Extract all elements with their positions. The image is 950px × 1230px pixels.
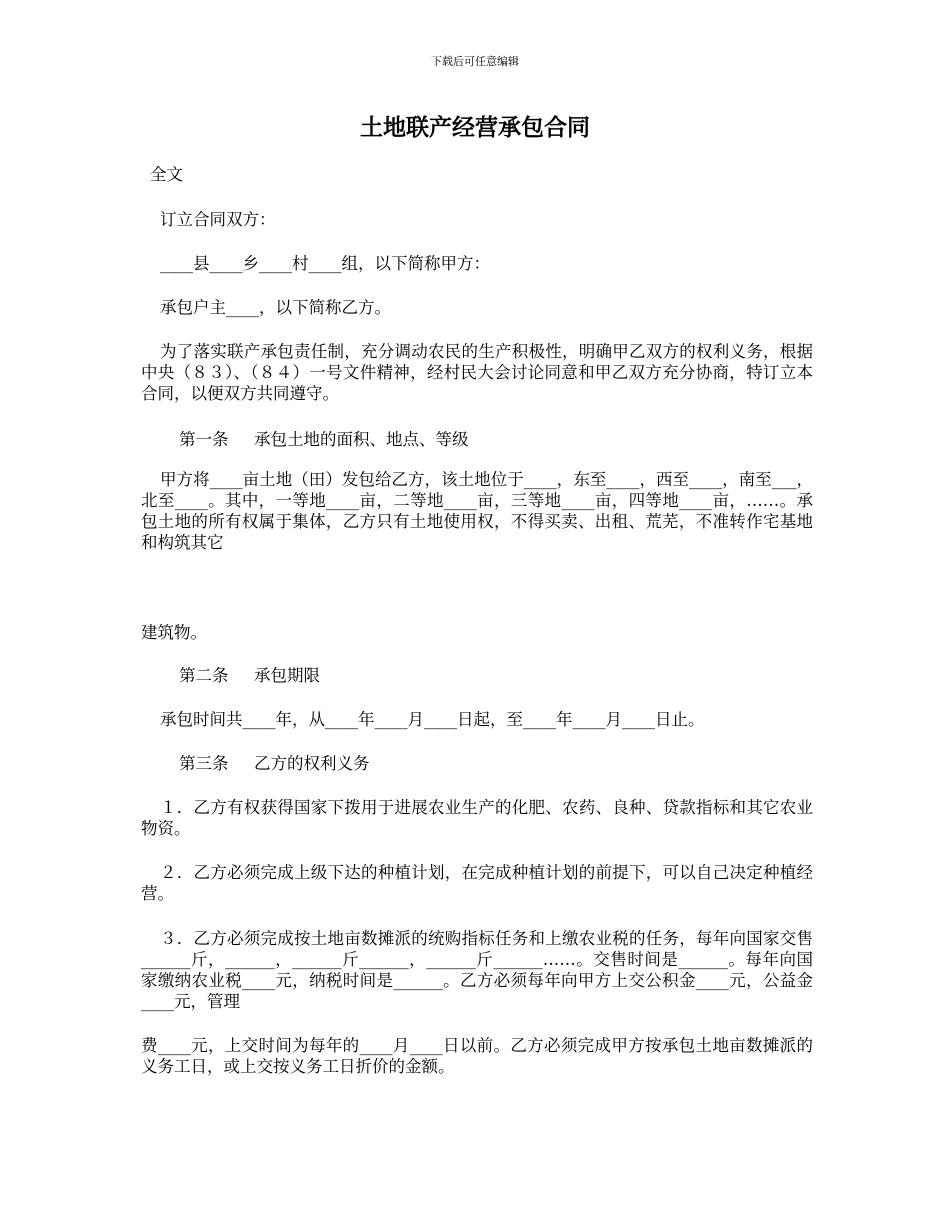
article-2-heading <box>141 665 813 686</box>
article-3-heading <box>141 753 813 774</box>
article-2-label: 第二条 <box>179 666 229 685</box>
article-1-body: 甲方将____亩土地（田）发包给乙方，该土地位于____，东至____，西至____，南至___，北至____。其中，一等地____亩，二等地____亩，三等地____亩，四等地____亩，……。承包土地的所有权属于集体，乙方只有土地使用权，不得买卖、出租、荒芜，不准转作宅基地和构筑其它 <box>141 470 813 552</box>
full-text-label: 全文 <box>150 165 183 184</box>
article-1-label: 第一条 <box>179 430 229 449</box>
article-3-title: 乙方的权利义务 <box>254 754 370 773</box>
header-note: 下载后可任意编辑 <box>431 55 519 68</box>
article-3-item-1: １．乙方有权获得国家下拨用于进展农业生产的化肥、农药、良种、贷款指标和其它农业物资。 <box>141 798 813 838</box>
article-2-title: 承包期限 <box>254 666 320 685</box>
party-a-line: ____县____乡____村____组，以下简称甲方： <box>160 254 490 273</box>
article-3-item-3-continued: 费____元，上交时间为每年的____月____日以前。乙方必须完成甲方按承包土地亩数摊派的义务工日，或上交按义务工日折价的金额。 <box>141 1036 813 1076</box>
article-3-item-2: ２．乙方必须完成上级下达的种植计划，在完成种植计划的前提下，可以自己决定种植经营。 <box>141 863 813 903</box>
article-3-label: 第三条 <box>179 754 229 773</box>
document-title: 土地联产经营承包合同 <box>360 115 590 141</box>
article-3-item-3: ３．乙方必须完成按土地亩数摊派的统购指标任务和上缴农业税的任务，每年向国家交售______斤，______，______斤______，______斤______……。交售时间是______。每年向国家缴纳农业税____元，纳税时间是______。乙方必须每年向甲方上交公积金____元，公益金____元，管理 <box>141 929 813 1011</box>
article-1-title: 承包土地的面积、地点、等级 <box>254 430 469 449</box>
purpose-paragraph: 为了落实联产承包责任制，充分调动农民的生产积极性，明确甲乙双方的权利义务，根据中央（８３）、（８４）一号文件精神，经村民大会讨论同意和甲乙双方充分协商，特订立本合同，以便双方共同遵守。 <box>141 342 813 403</box>
article-1-heading <box>141 429 813 450</box>
parties-intro: 订立合同双方： <box>160 210 276 229</box>
article-2-body: 承包时间共____年，从____年____月____日起，至____年____月____日止。 <box>160 710 705 729</box>
article-1-body-continued: 建筑物。 <box>141 623 207 642</box>
party-b-line: 承包户主____，以下简称乙方。 <box>160 298 391 317</box>
